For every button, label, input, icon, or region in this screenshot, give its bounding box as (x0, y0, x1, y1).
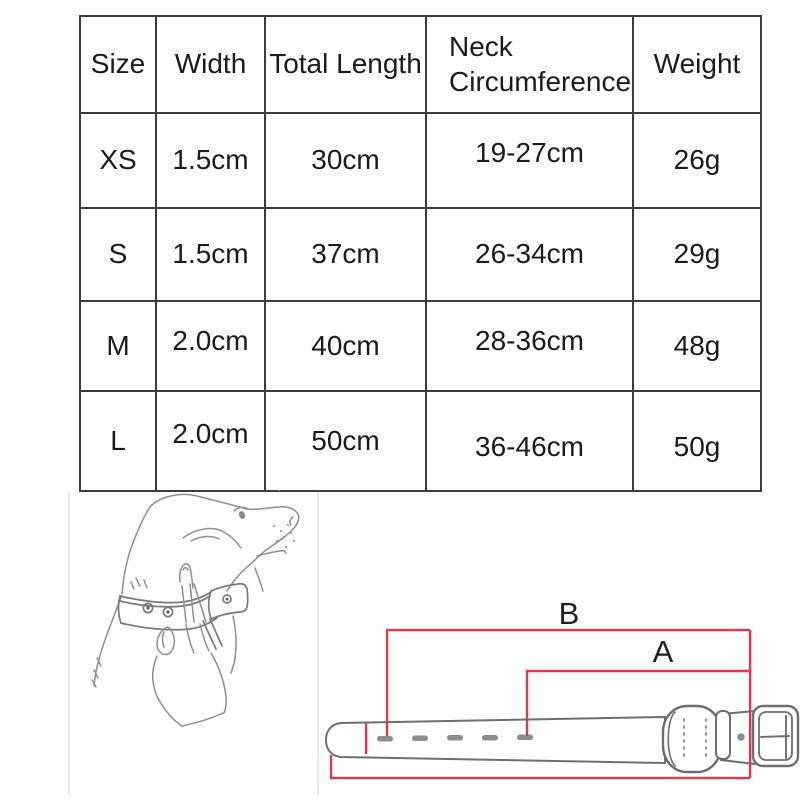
collar-outline (326, 706, 798, 772)
cell-m-neck-circumference: 28-36cm (427, 302, 634, 392)
cell-m-size: M (81, 302, 157, 392)
column-header-width: Width (157, 17, 266, 114)
cell-xs-neck-circumference: 19-27cm (427, 114, 634, 209)
column-header-weight: Weight (634, 17, 762, 114)
cell-s-neck-circumference: 26-34cm (427, 209, 634, 302)
column-header-total-length: Total Length (266, 17, 427, 114)
cell-m-weight: 48g (634, 302, 762, 392)
dog-collar-sketch (57, 490, 320, 798)
cell-s-total-length: 37cm (266, 209, 427, 302)
cell-m-total-length: 40cm (266, 302, 427, 392)
size-table (79, 15, 762, 492)
measurement-label-a: A (652, 634, 674, 669)
cell-s-width: 1.5cm (157, 209, 266, 302)
sketch-hand (153, 564, 236, 726)
photo-edge-artifact (69, 492, 318, 795)
collar-measurement-diagram (325, 595, 800, 800)
cell-m-width: 2.0cm (157, 302, 266, 392)
cell-l-width: 2.0cm (157, 392, 266, 492)
cell-xs-weight: 26g (634, 114, 762, 209)
column-header-size: Size (81, 17, 157, 114)
column-header-neck-circumference: Neck Circumference (427, 17, 634, 114)
cell-xs-total-length: 30cm (266, 114, 427, 209)
cell-xs-size: XS (81, 114, 157, 209)
cell-l-total-length: 50cm (266, 392, 427, 492)
cell-xs-width: 1.5cm (157, 114, 266, 209)
cell-s-size: S (81, 209, 157, 302)
cell-s-weight: 29g (634, 209, 762, 302)
cell-l-weight: 50g (634, 392, 762, 492)
cell-l-size: L (81, 392, 157, 492)
cell-l-neck-circumference: 36-46cm (427, 392, 634, 492)
measurement-label-b: B (558, 596, 580, 631)
